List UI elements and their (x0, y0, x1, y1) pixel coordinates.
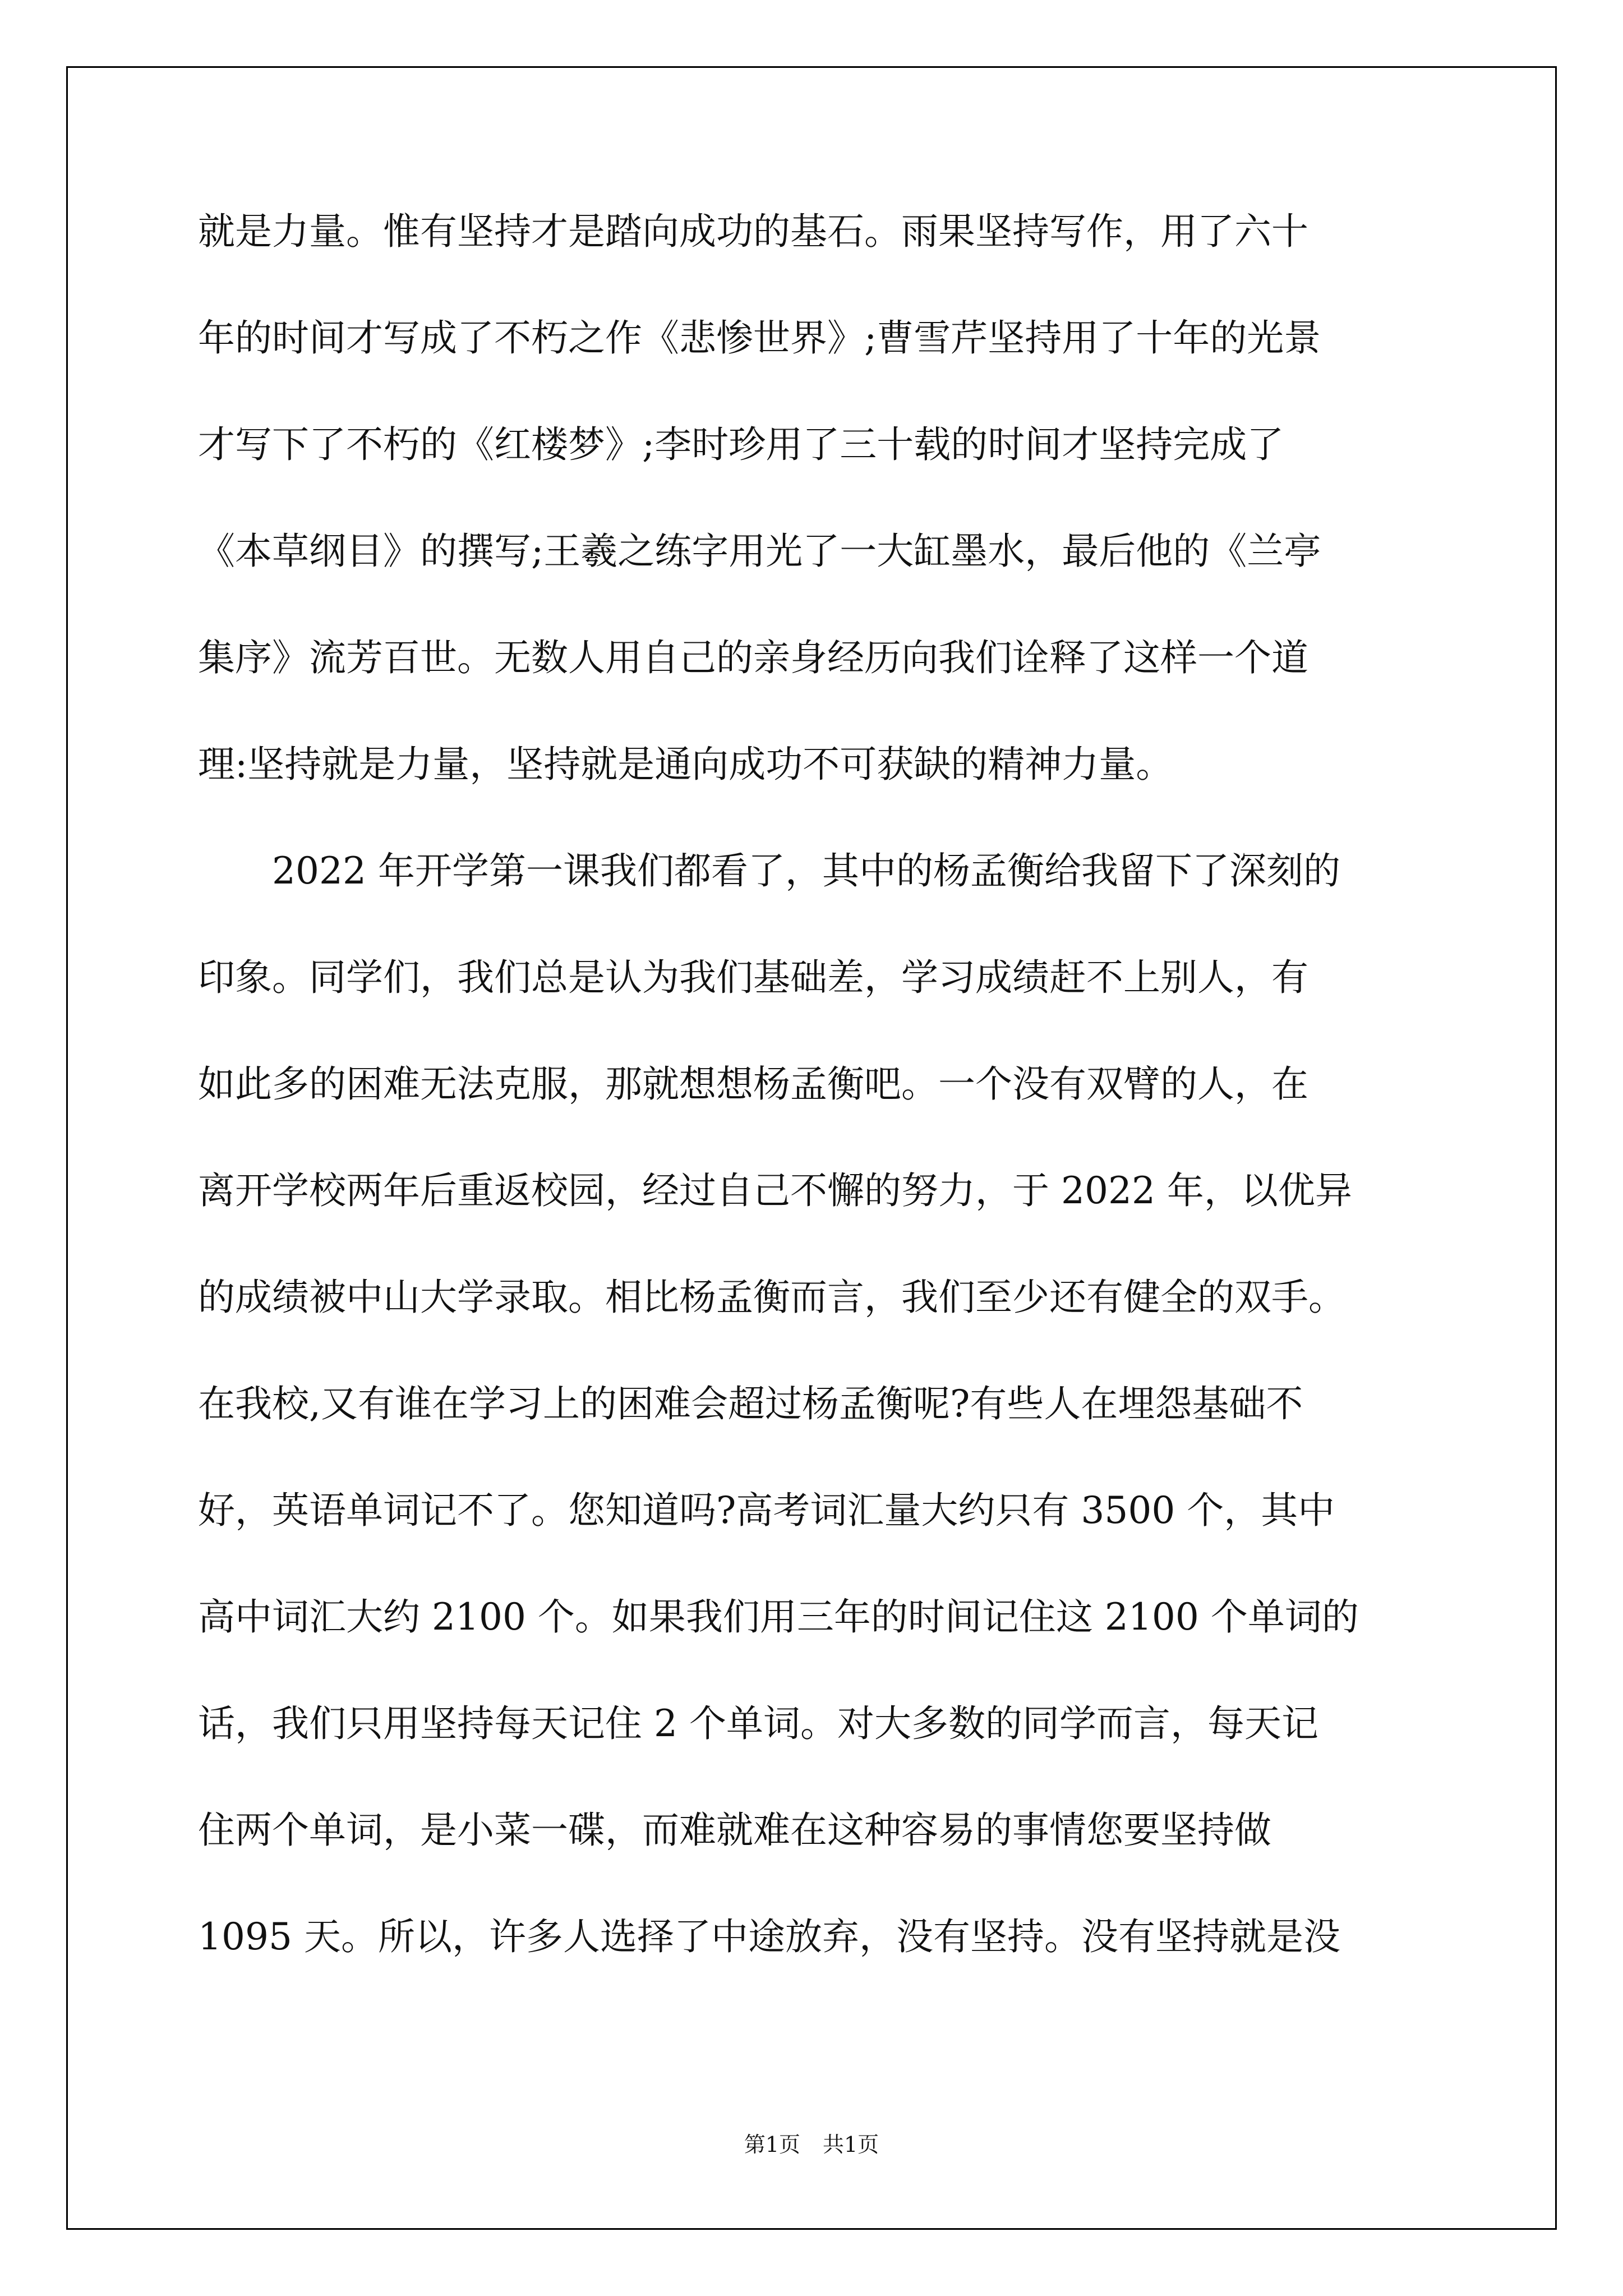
text-line: 离开学校两年后重返校园，经过自己不懈的努力，于 2022 年，以优异 (198, 1169, 1352, 1212)
text-line: 就是力量。惟有坚持才是踏向成功的基石。雨果坚持写作，用了六十 (198, 210, 1308, 253)
text-line: 印象。同学们，我们总是认为我们基础差，学习成绩赶不上别人，有 (198, 956, 1308, 999)
text-line: 话，我们只用坚持每天记住 2 个单词。对大多数的同学而言，每天记 (198, 1702, 1318, 1745)
text-line: 在我校,又有谁在学习上的困难会超过杨孟衡呢?有些人在埋怨基础不 (198, 1382, 1303, 1425)
document-body (198, 210, 1454, 2025)
text-line: 住两个单词，是小菜一碟，而难就难在这种容易的事情您要坚持做 (198, 1809, 1271, 1852)
text-line: 集序》流芳百世。无数人用自己的亲身经历向我们诠释了这样一个道 (198, 636, 1308, 679)
text-line: 好，英语单词记不了。您知道吗?高考词汇量大约只有 3500 个，其中 (198, 1489, 1335, 1532)
text-line: 《本草纲目》的撰写;王羲之练字用光了一大缸墨水，最后他的《兰亭 (198, 530, 1321, 573)
text-line: 1095 天。所以，许多人选择了中途放弃，没有坚持。没有坚持就是没 (198, 1915, 1340, 1958)
text-line: 才写下了不朽的《红楼梦》;李时珍用了三十载的时间才坚持完成了 (198, 423, 1284, 466)
page-total: 共1页 (823, 2132, 879, 2157)
text-line: 理:坚持就是力量，坚持就是通向成功不可获缺的精神力量。 (198, 743, 1173, 786)
text-line: 如此多的困难无法克服，那就想想杨孟衡吧。一个没有双臂的人，在 (198, 1062, 1308, 1106)
page-footer (0, 2127, 1623, 2158)
text-line: 年的时间才写成了不朽之作《悲惨世界》;曹雪芹坚持用了十年的光景 (198, 316, 1321, 360)
text-line: 2022 年开学第一课我们都看了，其中的杨孟衡给我留下了深刻的 (198, 849, 1340, 892)
text-line: 的成绩被中山大学录取。相比杨孟衡而言，我们至少还有健全的双手。 (198, 1276, 1345, 1319)
page-number: 第1页 (744, 2132, 800, 2157)
text-line: 高中词汇大约 2100 个。如果我们用三年的时间记住这 2100 个单词的 (198, 1595, 1359, 1639)
